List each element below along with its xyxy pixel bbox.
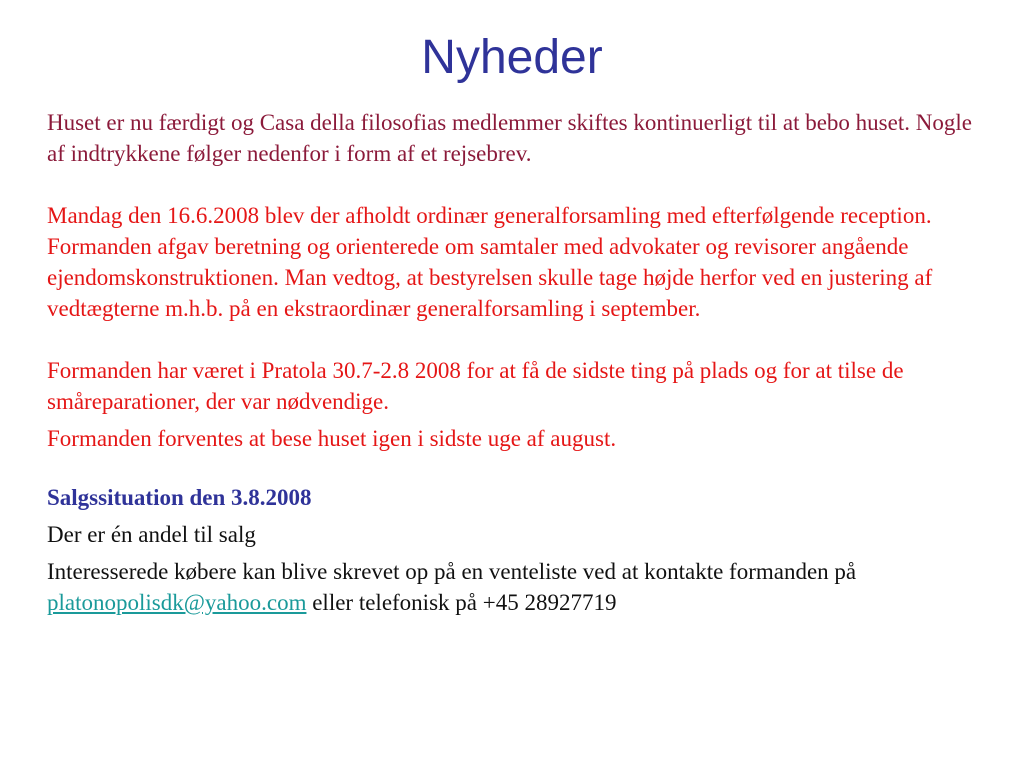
email-link[interactable]: platonopolisdk@yahoo.com (47, 590, 307, 615)
visit-paragraph: Formanden har været i Pratola 30.7-2.8 2008 for at få de sidste ting på plads og for at tilse de småreparationer, der var nødvendige. (47, 358, 904, 414)
sales-heading: Salgssituation den 3.8.2008 (47, 485, 312, 510)
sales-status: Der er én andel til salg (47, 522, 256, 547)
page-title: Nyheder (421, 31, 603, 84)
contact-suffix: eller telefonisk på +45 28927719 (306, 590, 617, 615)
contact-paragraph (47, 556, 987, 618)
slide-body (47, 107, 987, 618)
contact-prefix: Interesserede købere kan blive skrevet op på en venteliste ved at kontakte formanden på (47, 559, 857, 584)
meeting-paragraph: Mandag den 16.6.2008 blev der afholdt ordinær generalforsamling med efterfølgende reception. Formanden afgav beretning og orienterede om samtaler med advokater og revisorer angående ejendomskonstruktionen. Man vedtog, at bestyrelsen skulle tage højde herfor ved en justering af vedtægterne m.h.b. på en ekstraordinær generalforsamling i september. (47, 203, 933, 321)
intro-paragraph: Huset er nu færdigt og Casa della filosofias medlemmer skiftes kontinuerligt til at bebo huset. Nogle af indtrykkene følger nedenfor i form af et rejsebrev. (47, 110, 972, 166)
expected-visit-paragraph: Formanden forventes at bese huset igen i sidste uge af august. (47, 426, 617, 451)
